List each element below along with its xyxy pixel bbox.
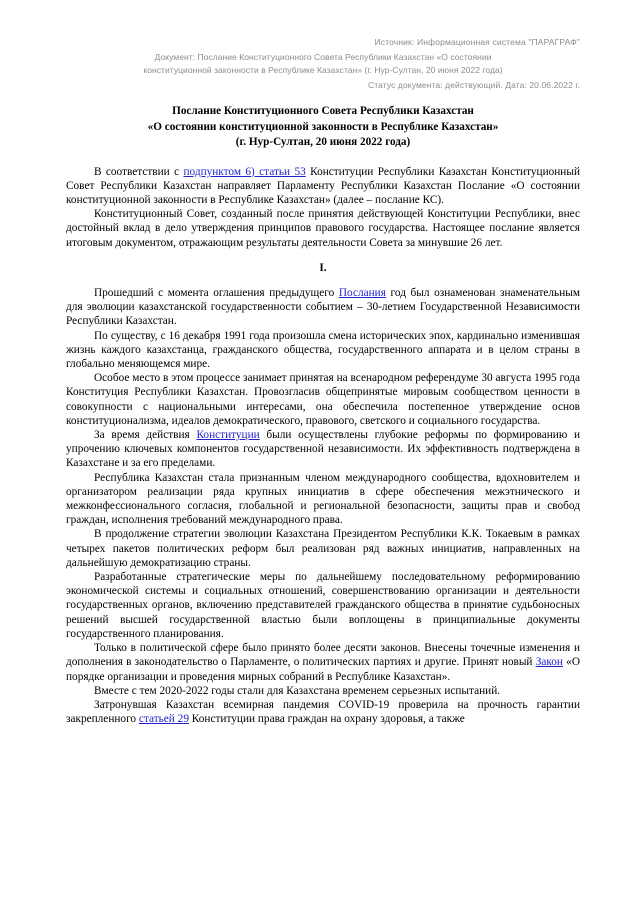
link-constitution[interactable]: Конституции [196,429,260,442]
paragraph-7: Республика Казахстан стала признанным членом международного сообщества, вдохновителем и организатором реализации ряда крупных инициатив в сфере обеспечения межэтнического и межконфессионального согласия, глобальной и региональной безопасности, защиты прав и свобод граждан, исполнения требований международного права. [66,471,580,527]
paragraph-1-text-after: Конституции Республики Казахстан Конституционный Совет Республики Казахстан направляет Парламенту Республики Казахстан Послание «О состоянии конституционной законности в Республике Казахстан» (далее – послание КС). [66,165,580,206]
paragraph-12-text-before: Затронувшая Казахстан всемирная пандемия COVID-19 проверила на прочность гарантии закрепленного [66,698,580,726]
paragraph-1-text-before: В соответствии с [94,165,184,178]
paragraph-9: Разработанные стратегические меры по дальнейшему последовательному реформированию экономической системы и социальных отношений, совершенствованию организации и деятельности государственных органов, включению представителей гражданского общества в принятие судьбоносных решений высшей государственной властью были воплощены в принципиальные документы государственного планирования. [66,571,580,640]
paragraph-2: Конституционный Совет, созданный после принятия действующей Конституции Республики, внес достойный вклад в дело утверждения принципов правового государства. Настоящее послание является итоговым документом, отражающим результаты деятельности Совета за минувшие 26 лет. [66,208,580,249]
paragraph-10 [66,641,580,684]
paragraph-10-text-after: «О порядке организации и проведения мирных собраний в Республике Казахстан». [66,656,580,683]
paragraph-1 [66,165,580,208]
paragraph-12 [66,698,580,726]
paragraph-10-text-before: Только в политической сфере было принято более десяти законов. Внесены точечные изменения и дополнения в законодательство о Парламенте, о политических партиях и другие. Принят новый [66,642,580,669]
document-metadata-header [66,36,580,92]
document-description [66,51,580,78]
paragraph-3-text-before: Прошедший с момента оглашения предыдущего [94,287,339,300]
document-status-line: Статус документа: действующий. Дата: 20.06.2022 г. [367,79,580,90]
paragraph-12-text-after: Конституции права граждан на охрану здоровья, а также [188,713,465,726]
paragraph-6 [66,428,580,471]
section-number-1: I. [319,261,327,274]
link-article-29[interactable]: статьей 29 [138,713,189,726]
link-subparagraph-6-article-53[interactable]: подпунктом 6) статьи 53 [183,165,306,178]
link-law-peaceful-assemblies[interactable]: Закон [535,656,563,669]
paragraph-3 [66,286,580,329]
page-title-line2: «О состоянии конституционной законности в Республике Казахстан» [147,120,499,133]
paragraph-11: Вместе с тем 2020-2022 годы стали для Казахстана временем серьезных испытаний. [94,684,501,697]
source-line: Источник: Информационная система "ПАРАГРАФ" [374,37,580,47]
document-body [66,165,580,727]
document-description-line1: Документ: Послание Конституционного Совета Республики Казахстан «О состоянии [154,51,492,62]
paragraph-6-text-after: были осуществлены глубокие реформы по формированию и упрочению ключевых компонентов государственной независимости. Их эффективность подтверждена в Казахстане и за его пределами. [66,429,581,470]
page-title [66,104,580,150]
paragraph-4: По существу, с 16 декабря 1991 года произошла смена исторических эпох, кардинально изменившая жизнь каждого казахстанца, гражданского общества, государственного аппарата и в целом страны в глобально меняющемся мире. [66,329,580,371]
link-previous-message[interactable]: Послания [338,287,386,300]
document-description-line2: конституционной законности в Республике Казахстан» (г. Нур-Султан, 20 июня 2022 года) [143,65,503,76]
paragraph-5: Особое место в этом процессе занимает принятая на всенародном референдуме 30 августа 1995 года Конституция Республики Казахстан. Провозгласив общепринятые мировым сообществом ценности в совокупности с национальными интересами, она обеспечила постепенное утверждение основ конституционализма, идеалов демократического, правового, светского и социального государства. [66,372,580,427]
paragraph-6-text-before: За время действия [94,429,197,442]
paragraph-3-text-after: год был ознаменован знаменательным для эволюции казахстанской государственности событием – 30-летием Государственной Независимости Республики Казахстан. [66,287,580,328]
paragraph-8: В продолжение стратегии эволюции Казахстана Президентом Республики К.К. Токаевым в рамках четырех пакетов политических реформ был реализован ряд важных инициатив, направленных на дальнейшую демократизацию страны. [66,528,580,569]
page-title-line3: (г. Нур-Султан, 20 июня 2022 года) [235,136,411,149]
page-title-line1: Послание Конституционного Совета Республики Казахстан [172,105,474,118]
